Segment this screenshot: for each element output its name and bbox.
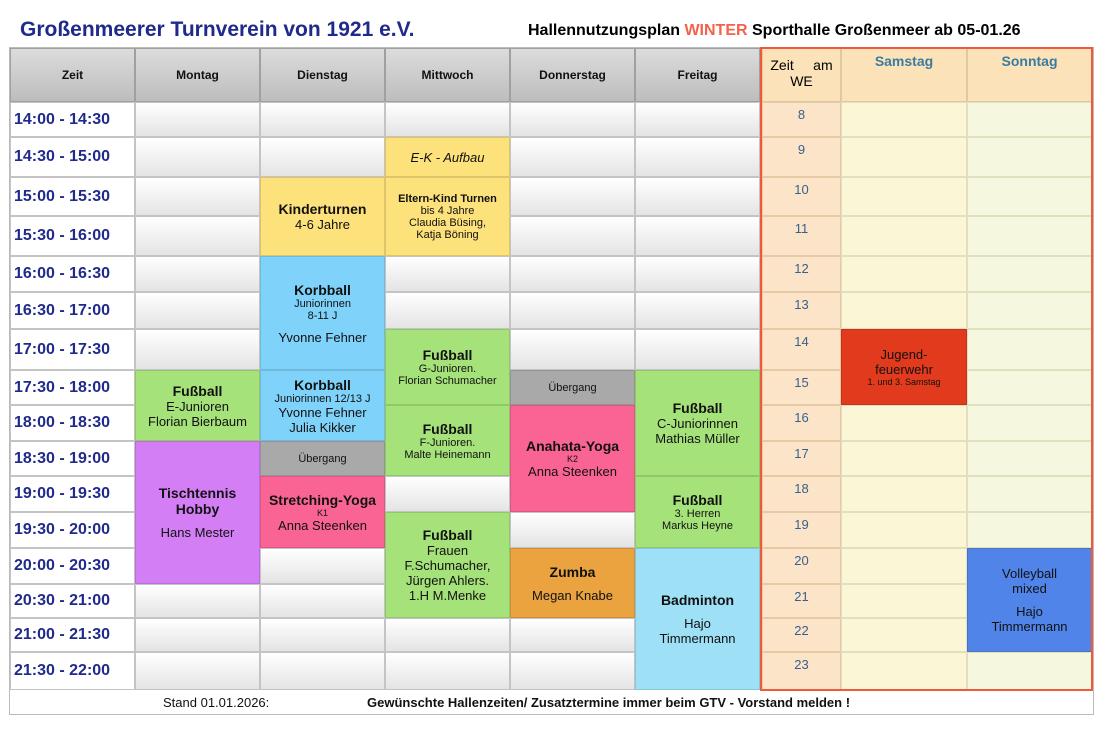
schedule-cell-dienstag[interactable] [260, 548, 385, 584]
schedule-cell-freitag[interactable] [635, 102, 760, 137]
event-fr-fussball-herren[interactable] [635, 476, 760, 548]
schedule-cell-dienstag[interactable] [260, 584, 385, 618]
event-mo-fussball[interactable] [135, 370, 260, 441]
event-di-kinderturnen[interactable] [260, 177, 385, 256]
schedule-cell-donnerstag[interactable] [510, 652, 635, 690]
footer-stand: Stand 01.01.2026: [163, 695, 270, 710]
schedule-cell-donnerstag[interactable] [510, 137, 635, 177]
event-title: Stretching-Yoga [268, 491, 377, 508]
schedule-cell-montag[interactable] [135, 102, 260, 137]
header-saturday: Samstag [841, 48, 967, 102]
event-detail: E-Junioren [166, 398, 229, 414]
event-title: Zumba [549, 563, 596, 580]
event-title: Korbball [294, 281, 351, 298]
event-detail: K1 [316, 507, 328, 518]
event-title: Fußball [422, 347, 473, 363]
time-slot-label: 20:30 - 21:00 [10, 584, 135, 618]
weekend-hour-label: 11 [762, 216, 841, 256]
event-detail: Markus Heyne [662, 520, 733, 532]
event-detail: 1.H M.Menke [408, 588, 487, 603]
event-detail: Malte Heinemann [404, 448, 491, 461]
schedule-cell-montag[interactable] [135, 256, 260, 292]
event-title: Fußball [422, 420, 473, 437]
schedule-cell-donnerstag[interactable] [510, 216, 635, 256]
time-slot-label: 21:30 - 22:00 [10, 652, 135, 690]
event-detail: Timmermann [991, 619, 1068, 634]
event-title: Eltern-Kind Turnen [398, 192, 497, 205]
event-detail: Juniorinnen 12/13 J [274, 392, 371, 405]
event-detail: Hajo [684, 616, 711, 631]
event-title: Fußball [422, 527, 473, 543]
schedule-cell-donnerstag[interactable] [510, 177, 635, 216]
schedule-cell-dienstag[interactable] [260, 618, 385, 652]
event-detail: Megan Knabe [532, 587, 613, 603]
event-title: Jugend- [880, 347, 928, 362]
schedule-cell-dienstag[interactable] [260, 652, 385, 690]
footer-note: Gewünschte Hallenzeiten/ Zusatztermine immer beim GTV - Vorstand melden ! [367, 695, 851, 710]
schedule-cell-mittwoch[interactable] [385, 476, 510, 512]
schedule-cell-donnerstag[interactable] [510, 256, 635, 292]
event-detail: Claudia Büsing, [408, 216, 487, 229]
event-title: Hobby [175, 501, 220, 517]
event-title: mixed [1012, 581, 1047, 596]
event-title: Fußball [672, 492, 723, 508]
time-slot-label: 15:00 - 15:30 [10, 177, 135, 216]
weekend-hour-label: 19 [762, 512, 841, 548]
header-dienstag: Dienstag [260, 48, 385, 102]
schedule-cell-montag[interactable] [135, 292, 260, 329]
event-title: Anahata-Yoga [525, 438, 620, 454]
schedule-cell-montag[interactable] [135, 618, 260, 652]
schedule-cell-donnerstag[interactable] [510, 329, 635, 370]
weekend-hour-label: 18 [762, 476, 841, 512]
weekend-hour-label: 9 [762, 137, 841, 177]
schedule-cell-freitag[interactable] [635, 137, 760, 177]
event-detail: 8-11 J [307, 309, 338, 322]
event-detail: F.Schumacher, [404, 558, 491, 573]
header-freitag: Freitag [635, 48, 760, 102]
schedule-cell-montag[interactable] [135, 652, 260, 690]
event-mi-fussball-g[interactable] [385, 329, 510, 405]
weekend-hour-label: 8 [762, 102, 841, 137]
event-mi-fussball-f[interactable] [385, 405, 510, 476]
event-detail: Juniorinnen [294, 297, 351, 310]
schedule-cell-freitag[interactable] [635, 177, 760, 216]
weekend-hour-label: 16 [762, 405, 841, 441]
event-detail: Anna Steenken [528, 464, 617, 479]
weekend-hour-label: 14 [762, 329, 841, 370]
time-slot-label: 16:00 - 16:30 [10, 256, 135, 292]
schedule-cell-dienstag[interactable] [260, 137, 385, 177]
time-slot-label: 17:30 - 18:00 [10, 370, 135, 405]
schedule-cell-donnerstag[interactable] [510, 512, 635, 548]
time-slot-label: 17:00 - 17:30 [10, 329, 135, 370]
schedule-cell-freitag[interactable] [635, 329, 760, 370]
event-di-korbball2[interactable] [260, 370, 385, 441]
schedule-cell-montag[interactable] [135, 177, 260, 216]
schedule-cell-mittwoch[interactable] [385, 102, 510, 137]
event-do-uebergang[interactable] [510, 370, 635, 405]
event-detail: Hans Mester [160, 525, 235, 540]
time-slot-label: 18:30 - 19:00 [10, 441, 135, 476]
event-title: feuerwehr [875, 362, 933, 377]
schedule-cell-mittwoch[interactable] [385, 618, 510, 652]
event-detail: Timmermann [659, 631, 736, 646]
event-detail: Florian Schumacher [398, 375, 497, 387]
weekend-hour-label: 23 [762, 652, 841, 690]
event-di-stretching[interactable] [260, 476, 385, 548]
header-sunday: Sonntag [967, 48, 1092, 102]
schedule-cell-montag[interactable] [135, 216, 260, 256]
weekend-hour-label: 20 [762, 548, 841, 584]
event-fr-badminton[interactable] [635, 548, 760, 690]
we-word: WE [790, 73, 813, 89]
time-slot-label: 14:00 - 14:30 [10, 102, 135, 137]
schedule-cell-montag[interactable] [135, 584, 260, 618]
header-time: Zeit [10, 48, 135, 102]
time-slot-label: 19:30 - 20:00 [10, 512, 135, 548]
event-title: Übergang [298, 452, 347, 465]
club-title: Großenmeerer Turnverein von 1921 e.V. [20, 18, 415, 41]
schedule-cell-mittwoch[interactable] [385, 652, 510, 690]
event-di-korbball1[interactable] [260, 256, 385, 370]
we-am-word: am [813, 57, 833, 73]
plan-title-prefix: Hallennutzungsplan [528, 22, 685, 39]
header-donnerstag: Donnerstag [510, 48, 635, 102]
event-detail: K2 [566, 454, 578, 464]
header-mittwoch: Mittwoch [385, 48, 510, 102]
event-detail: Frauen [426, 543, 469, 558]
schedule-cell-montag[interactable] [135, 137, 260, 177]
schedule-cell-mittwoch[interactable] [385, 256, 510, 292]
schedule-cell-dienstag[interactable] [260, 102, 385, 137]
schedule-cell-montag[interactable] [135, 329, 260, 370]
event-detail: 4-6 Jahre [295, 217, 350, 232]
schedule-cell-donnerstag[interactable] [510, 618, 635, 652]
event-fr-fussball-c[interactable] [635, 370, 760, 476]
plan-title [528, 22, 1021, 40]
schedule-cell-freitag[interactable] [635, 216, 760, 256]
schedule-cell-freitag[interactable] [635, 292, 760, 329]
event-detail: Anna Steenken [278, 517, 367, 533]
event-do-anahata[interactable] [510, 405, 635, 512]
event-detail: Mathias Müller [655, 431, 740, 446]
event-detail: bis 4 Jahre [420, 204, 475, 217]
schedule-cell-freitag[interactable] [635, 256, 760, 292]
weekend-hour-label: 12 [762, 256, 841, 292]
we-time-word: Zeit [770, 57, 794, 73]
event-title: Volleyball [1002, 566, 1057, 581]
time-slot-label: 15:30 - 16:00 [10, 216, 135, 256]
event-title: Tischtennis [158, 485, 237, 501]
event-detail: Florian Bierbaum [148, 413, 247, 429]
weekend-hour-label: 17 [762, 441, 841, 476]
event-mo-tischtennis[interactable] [135, 441, 260, 584]
time-slot-label: 16:30 - 17:00 [10, 292, 135, 329]
time-slot-label: 20:00 - 20:30 [10, 548, 135, 584]
event-detail: G-Junioren. [418, 363, 477, 375]
event-title: E-K - Aufbau [410, 149, 485, 165]
event-mi-fussball-frauen[interactable] [385, 512, 510, 618]
plan-season: WINTER [684, 22, 748, 39]
event-title: Fußball [172, 382, 223, 399]
weekend-hour-label: 10 [762, 177, 841, 216]
event-detail: 1. und 3. Samstag [867, 377, 941, 387]
event-detail: 3. Herren [674, 508, 721, 520]
weekend-hour-label: 22 [762, 618, 841, 652]
time-slot-label: 21:00 - 21:30 [10, 618, 135, 652]
event-title: Fußball [672, 400, 723, 416]
event-detail: Yvonne Fehner [278, 329, 367, 345]
event-detail: Julia Kikker [289, 419, 356, 435]
time-slot-label: 19:00 - 19:30 [10, 476, 135, 512]
plan-title-suffix: Sporthalle Großenmeer ab 05-01.26 [747, 22, 1021, 39]
event-detail: Katja Böning [416, 228, 479, 241]
header-montag: Montag [135, 48, 260, 102]
event-di-uebergang[interactable] [260, 441, 385, 476]
weekend-hour-label: 21 [762, 584, 841, 618]
time-slot-label: 14:30 - 15:00 [10, 137, 135, 177]
time-slot-label: 18:00 - 18:30 [10, 405, 135, 441]
schedule-cell-mittwoch[interactable] [385, 292, 510, 329]
event-detail: F-Junioren. [419, 436, 476, 449]
event-title: Kinderturnen [278, 201, 367, 217]
event-do-zumba[interactable] [510, 548, 635, 618]
event-mi-ek-aufbau[interactable] [385, 137, 510, 177]
event-title: Badminton [660, 592, 735, 608]
event-detail: C-Juniorinnen [657, 416, 738, 431]
weekend-hour-label: 15 [762, 370, 841, 405]
event-detail: Hajo [1016, 604, 1043, 619]
schedule-cell-donnerstag[interactable] [510, 102, 635, 137]
weekend-hour-label: 13 [762, 292, 841, 329]
schedule-cell-donnerstag[interactable] [510, 292, 635, 329]
event-detail: Jürgen Ahlers. [405, 573, 490, 588]
event-title: Übergang [548, 381, 597, 394]
event-detail: Yvonne Fehner [278, 404, 367, 420]
event-title: Korbball [294, 376, 351, 393]
weekend-highlight-frame [760, 47, 1093, 691]
event-mi-eltern-kind[interactable] [385, 177, 510, 256]
